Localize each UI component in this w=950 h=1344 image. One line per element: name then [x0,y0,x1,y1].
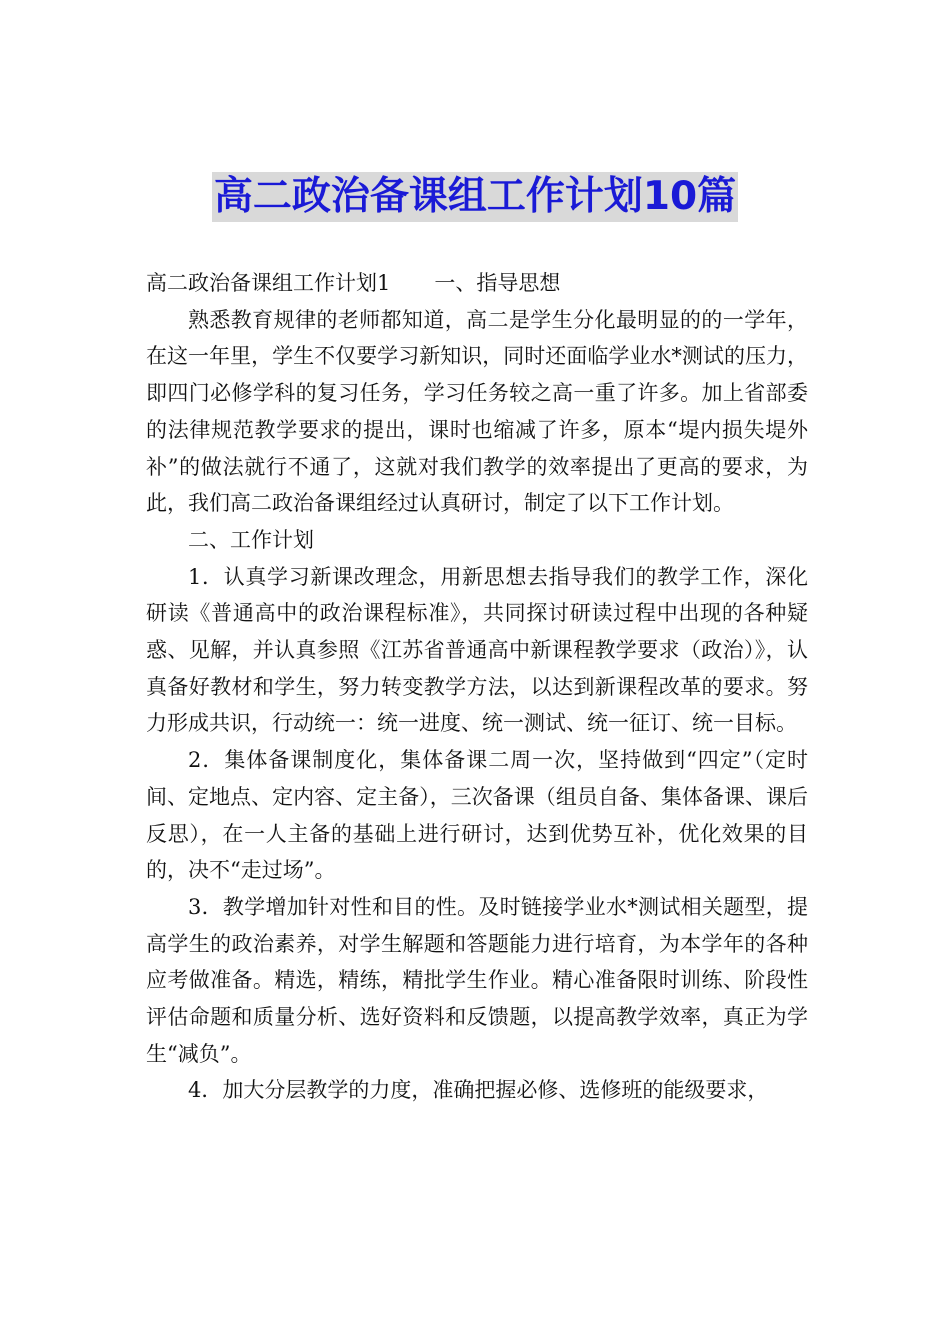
document-body [146,265,808,1109]
paragraph-item-1: 1．认真学习新课改理念，用新思想去指导我们的教学工作，深化研读《普通高中的政治课程标准》，共同探讨研读过程中出现的各种疑惑、见解，并认真参照《江苏省普通高中新课程教学要求（政治）》，认真备好教材和学生，努力转变教学方法，以达到新课程改革的要求。努力形成共识，行动统一：统一进度、统一测试、统一征订、统一目标。 [146,564,808,736]
paragraph-item-2: 2．集体备课制度化，集体备课二周一次，坚持做到“四定”（定时间、定地点、定内容、定主备），三次备课（组员自备、集体备课、课后反思），在一人主备的基础上进行研讨，达到优势互补，优化效果的目的，决不“走过场”。 [146,748,808,883]
heading-line [146,265,808,302]
paragraph-item-3: 3．教学增加针对性和目的性。及时链接学业水*测试相关题型，提高学生的政治素养，对学生解题和答题能力进行培育，为本学年的各种应考做准备。精选，精练，精批学生作业。精心准备限时训练、阶段性评估命题和质量分析、选好资料和反馈题，以提高教学效率，真正为学生“减负”。 [146,894,808,1066]
paragraph-intro: 熟悉教育规律的老师都知道，高二是学生分化最明显的的一学年，在这一年里，学生不仅要学习新知识，同时还面临学业水*测试的压力，即四门必修学科的复习任务，学习任务较之高一重了许多。加上省部委的法律规范教学要求的提出，课时也缩减了许多，原本“堤内损失堤外补”的做法就行不通了，这就对我们教学的效率提出了更高的要求，为此，我们高二政治备课组经过认真研讨，制定了以下工作计划。 [146,307,808,516]
document-title: 高二政治备课组工作计划10篇 [212,172,738,222]
plan-label: 高二政治备课组工作计划1 [146,271,391,295]
section-heading-guiding-ideology: 一、指导思想 [434,271,561,295]
paragraph-item-4: 4．加大分层教学的力度，准确把握必修、选修班的能级要求， [188,1078,769,1103]
title-container [0,172,950,222]
section-heading-work-plan: 二、工作计划 [188,527,314,552]
